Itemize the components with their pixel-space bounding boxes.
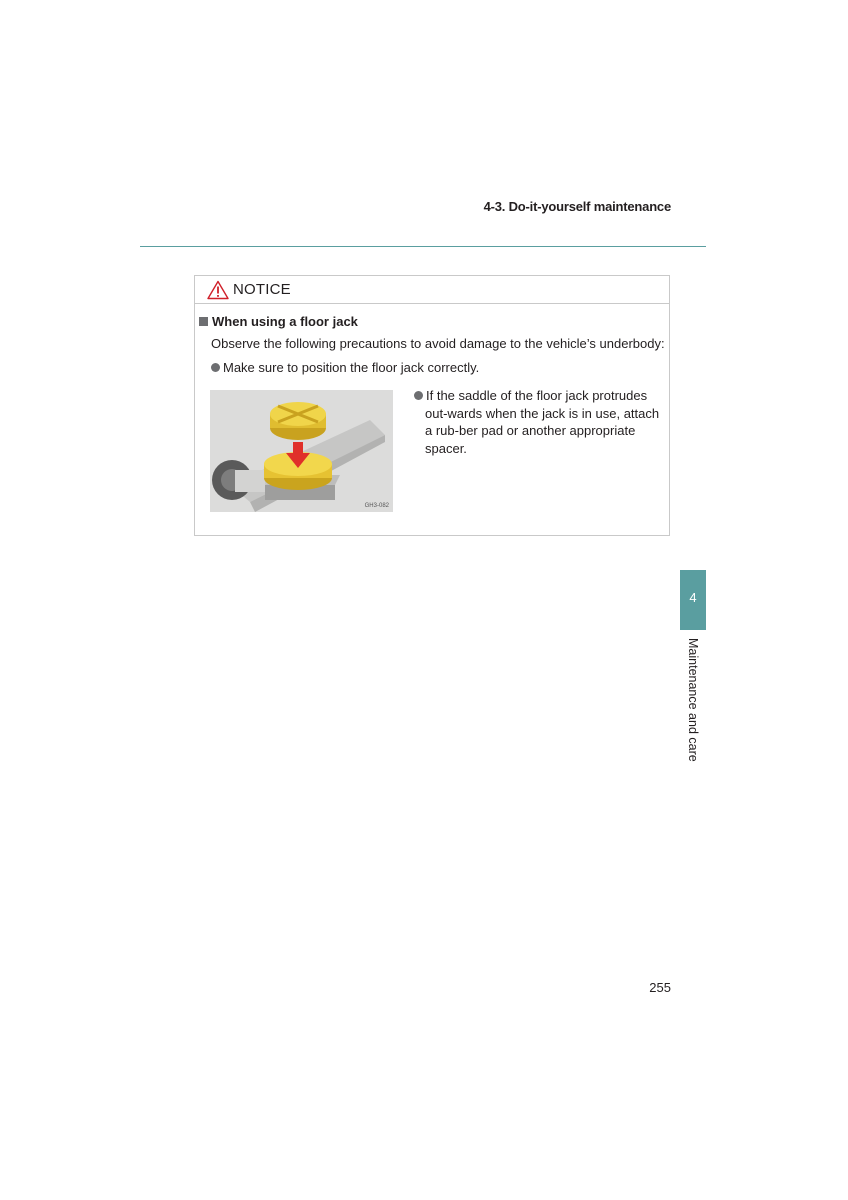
- notice-label: NOTICE: [233, 281, 291, 298]
- bullet-item-2: [414, 387, 664, 457]
- round-bullet-icon: [414, 391, 423, 400]
- chapter-number: 4: [689, 590, 697, 605]
- square-bullet-icon: [199, 317, 208, 326]
- notice-header: [195, 276, 669, 304]
- chapter-label: Maintenance and care: [686, 638, 700, 762]
- illustration-code: GH3-082: [364, 503, 389, 509]
- warning-triangle-icon: [207, 280, 229, 300]
- bullet-text-1: Make sure to position the floor jack correctly.: [223, 360, 480, 375]
- notice-box: [194, 275, 670, 536]
- bullet-text-2: If the saddle of the floor jack protrudes out-wards when the jack is in use, attach a rub-ber pad or another appropriate spacer.: [425, 388, 660, 456]
- round-bullet-icon: [211, 363, 220, 372]
- notice-subheading: [199, 314, 358, 329]
- bullet-item-1: [211, 360, 479, 375]
- floor-jack-illustration: [210, 390, 393, 512]
- jack-saddle-illustration: [210, 390, 393, 512]
- subheading-text: When using a floor jack: [212, 314, 358, 329]
- header-rule: [140, 246, 706, 247]
- page-number: 255: [649, 980, 671, 995]
- chapter-tab: [680, 570, 706, 630]
- notice-intro: Observe the following precautions to avoid damage to the vehicle’s underbody:: [211, 336, 665, 351]
- section-title: 4-3. Do-it-yourself maintenance: [483, 199, 671, 214]
